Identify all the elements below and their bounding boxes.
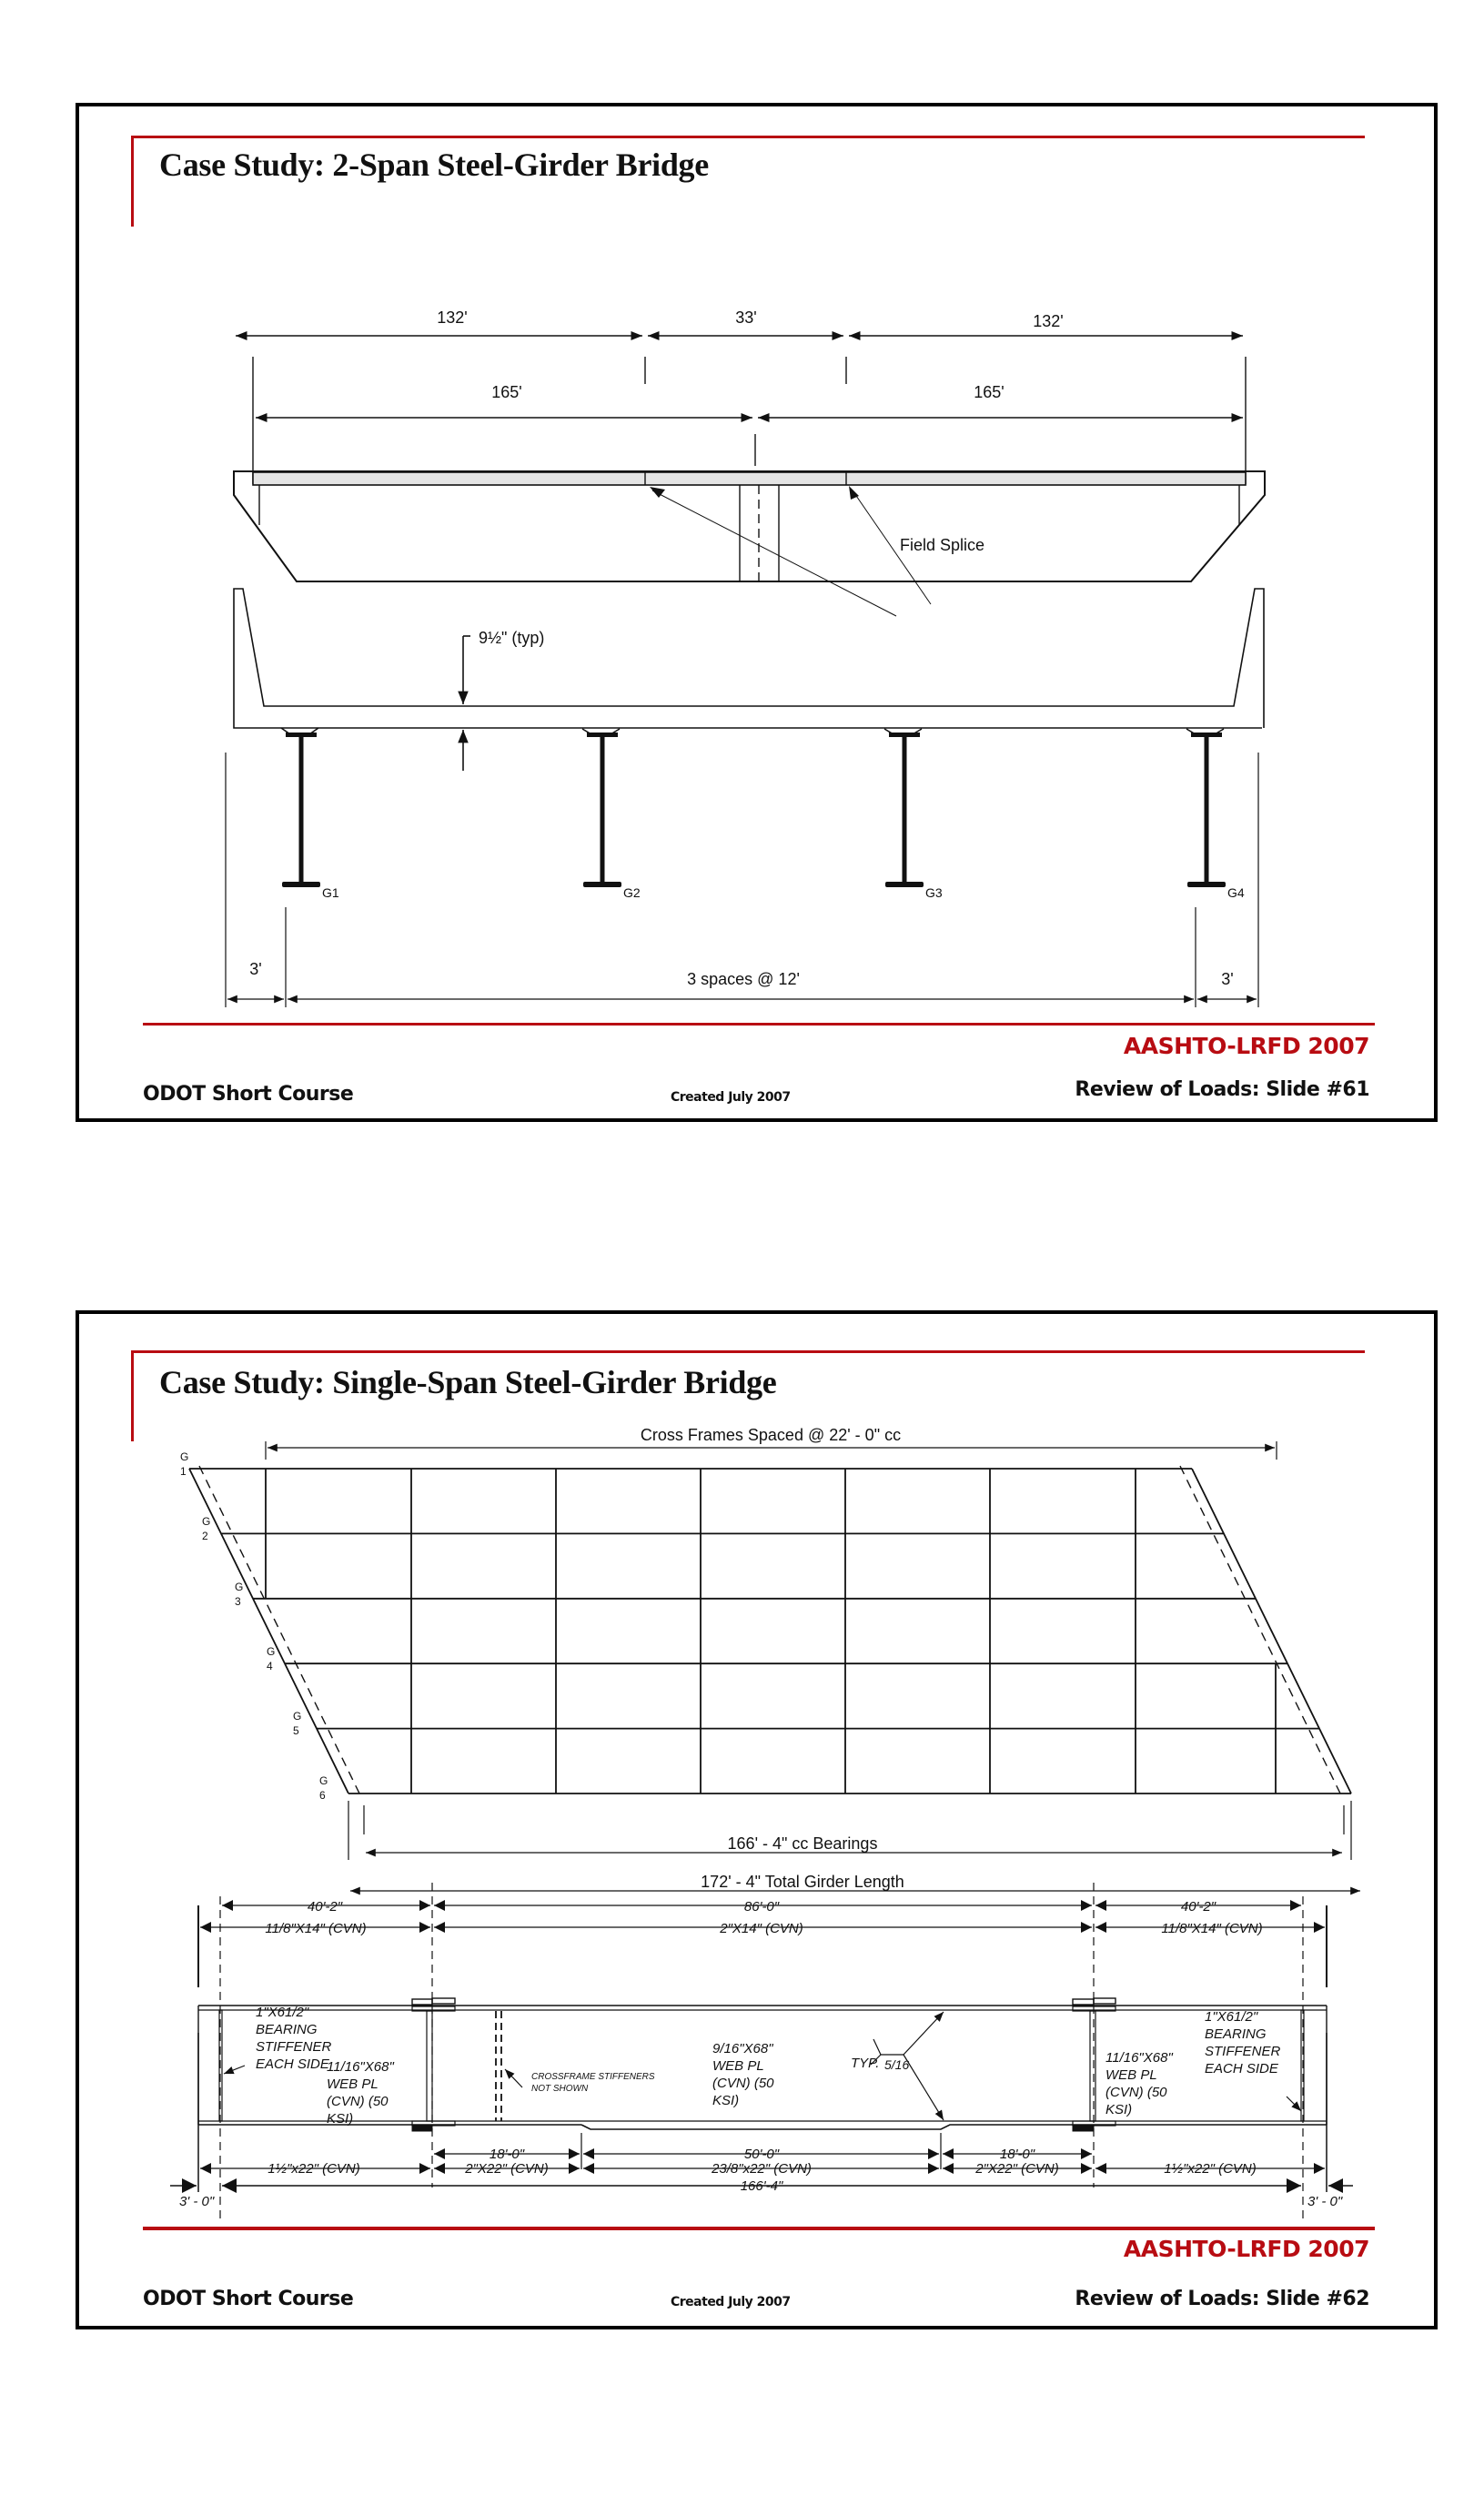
note-line: WEB PL (1105, 2067, 1157, 2083)
girder-bottom-flange (583, 882, 621, 887)
girder-tag-letter: G (267, 1645, 276, 1658)
end-offset-right: 3' - 0" (1307, 2194, 1343, 2209)
footer-course: ODOT Short Course (143, 2288, 354, 2310)
bottom-flange-2: 2"X22" (CVN) (465, 2161, 549, 2177)
field-splice-label: Field Splice (900, 536, 985, 554)
web-note-right (1105, 2050, 1173, 2117)
total-length-label: 172' - 4" Total Girder Length (701, 1873, 904, 1891)
girder-tag-letter: G (293, 1710, 302, 1723)
crossframe-note (531, 2072, 655, 2094)
footer-brand: AASHTO-LRFD 2007 (1123, 1033, 1369, 1059)
girder-tag-num: 4 (267, 1660, 273, 1672)
note-line: EACH SIDE (256, 2056, 329, 2072)
girder-web (903, 736, 907, 884)
note-line: KSI) (1105, 2102, 1133, 2117)
note-line: (CVN) (50 (712, 2076, 774, 2091)
note-line: EACH SIDE (1205, 2061, 1278, 2076)
girder-tag-num: 5 (293, 1724, 299, 1737)
footer-course: ODOT Short Course (143, 1083, 354, 1106)
end-offset-left: 3' - 0" (179, 2194, 215, 2209)
note-line: STIFFENER (1205, 2044, 1281, 2059)
girder-tag-num: 3 (235, 1595, 241, 1608)
dim-top-right-length: 40'-2" (1180, 1899, 1216, 1915)
web-note-center (712, 2041, 774, 2108)
note-line: KSI) (327, 2111, 354, 2127)
girder-group (282, 733, 1226, 887)
girder-bottom-flange (282, 882, 320, 887)
girder-label-g1: G1 (322, 885, 339, 900)
girder-tag-letter: G (180, 1450, 189, 1463)
note-line: BEARING (256, 2022, 318, 2037)
footer-rule (143, 1023, 1375, 1026)
dim-bottom-left-length: 18'-0" (489, 2147, 525, 2162)
girder-elevation-labels (179, 1899, 1343, 2209)
girder-web (1205, 736, 1209, 884)
bottom-flange-3: 23/8"x22" (CVN) (712, 2161, 812, 2177)
note-line: 9/16"X68" (712, 2041, 773, 2056)
bottom-flange-1: 1½"x22" (CVN) (268, 2161, 360, 2177)
top-flange-center: 2"X14" (CVN) (720, 1921, 803, 1936)
single-span-bridge-drawing (79, 1314, 1441, 2333)
top-flange-left: 11/8"X14" (CVN) (265, 1921, 367, 1936)
slide-62 (76, 1310, 1438, 2329)
girder-web (601, 736, 605, 884)
deck-thickness-label: 9½" (typ) (479, 629, 545, 647)
girder-bottom-flange (885, 882, 924, 887)
slide-title: Case Study: Single-Span Steel-Girder Bridge (159, 1364, 777, 1400)
footer-slide-ref: Review of Loads: Slide #62 (1075, 2288, 1369, 2310)
top-flange-right: 11/8"X14" (CVN) (1161, 1921, 1263, 1936)
footer-created: Created July 2007 (671, 2295, 791, 2309)
note-line: NOT SHOWN (531, 2084, 589, 2094)
girder-bottom-flange (1187, 882, 1226, 887)
weld-typ-label: TYP. (851, 2056, 880, 2071)
overhang-right-label: 3' (1221, 970, 1234, 988)
footer-created: Created July 2007 (671, 1090, 791, 1105)
dim-top-center-length: 86'-0" (743, 1899, 780, 1915)
girder-tag-letter: G (202, 1515, 211, 1528)
bearing-stiffener-note-left (256, 2005, 332, 2072)
dim-bottom-center-length: 50'-0" (743, 2147, 780, 2162)
note-line: 1"X61/2" (256, 2005, 309, 2020)
girder-tags (180, 1450, 328, 1802)
slide-title: Case Study: 2-Span Steel-Girder Bridge (159, 147, 709, 183)
elevation-dim-labels (437, 308, 1063, 554)
dim-165-right: 165' (974, 383, 1004, 401)
spacing-label: 3 spaces @ 12' (687, 970, 800, 988)
note-line: WEB PL (327, 2076, 379, 2092)
bearing-stiffener-note-right (1205, 2009, 1281, 2076)
crossframe-spacing-label: Cross Frames Spaced @ 22' - 0" cc (640, 1426, 902, 1444)
dim-132-right: 132' (1033, 312, 1064, 330)
dim-132-left: 132' (437, 308, 468, 327)
dim-33: 33' (735, 308, 757, 327)
girder-tag-num: 6 (319, 1789, 326, 1802)
girder-tag-num: 2 (202, 1530, 208, 1542)
note-line: STIFFENER (256, 2039, 332, 2055)
footer-rule (143, 2227, 1375, 2230)
note-line: 11/16"X68" (327, 2059, 394, 2075)
note-line: BEARING (1205, 2026, 1267, 2042)
slide-61 (76, 103, 1438, 1122)
girder-tag-letter: G (319, 1774, 328, 1787)
note-line: 1"X61/2" (1205, 2009, 1258, 2025)
elevation-view (234, 336, 1265, 616)
note-line: WEB PL (712, 2058, 764, 2074)
note-line: CROSSFRAME STIFFENERS (531, 2072, 655, 2082)
dim-165-left: 165' (491, 383, 522, 401)
plan-labels (180, 1426, 904, 1891)
bottom-flange-4: 2"X22" (CVN) (975, 2161, 1059, 2177)
note-line: KSI) (712, 2093, 740, 2108)
girder-tag-letter: G (235, 1581, 244, 1593)
bearings-dim-label: 166' - 4" cc Bearings (727, 1834, 878, 1853)
dim-bottom-right-length: 18'-0" (999, 2147, 1035, 2162)
overall-length-label: 166'-4" (740, 2178, 783, 2194)
note-line: (CVN) (50 (327, 2094, 389, 2109)
dim-top-left-length: 40'-2" (307, 1899, 343, 1915)
overhang-left-label: 3' (249, 960, 262, 978)
girder-tag-num: 1 (180, 1465, 187, 1478)
note-line: 11/16"X68" (1105, 2050, 1173, 2066)
section-labels (249, 629, 1245, 988)
footer-slide-ref: Review of Loads: Slide #61 (1075, 1078, 1369, 1101)
framing-plan (189, 1441, 1360, 1891)
two-span-bridge-drawing (79, 106, 1441, 1126)
note-line: (CVN) (50 (1105, 2085, 1167, 2100)
girder-label-g2: G2 (623, 885, 641, 900)
girder-label-g3: G3 (925, 885, 943, 900)
girder-web (299, 736, 304, 884)
weld-size-label: 5/16 (884, 2057, 910, 2072)
footer-brand: AASHTO-LRFD 2007 (1123, 2236, 1369, 2262)
girder-label-g4: G4 (1227, 885, 1245, 900)
bottom-flange-5: 1½"x22" (CVN) (1164, 2161, 1257, 2177)
web-note-left (327, 2059, 394, 2127)
cross-section-view (226, 589, 1264, 1007)
